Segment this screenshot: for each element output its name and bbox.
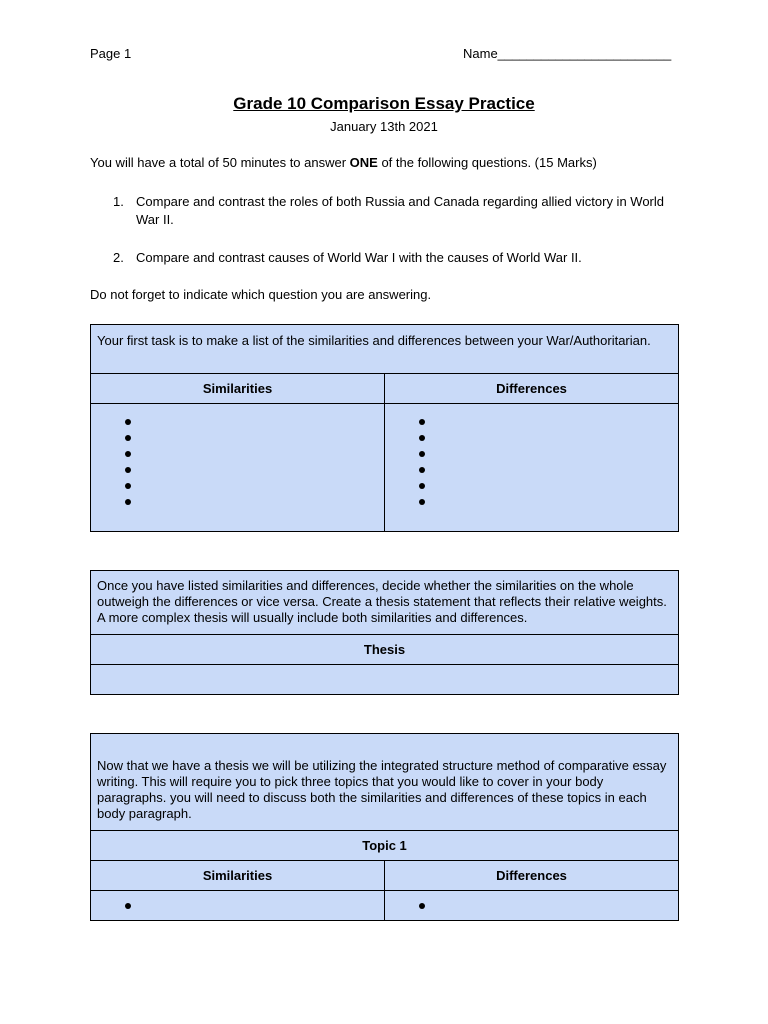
intro-text-before: You will have a total of 50 minutes to answer: [90, 155, 350, 170]
question-number: 2.: [113, 250, 124, 265]
similarities-cell[interactable]: [91, 404, 385, 532]
bullet-item: [122, 414, 378, 430]
differences-cell[interactable]: [385, 891, 679, 921]
thesis-input-cell[interactable]: [91, 665, 679, 695]
bullet-item: [122, 494, 378, 510]
bullet-item: [416, 898, 672, 914]
differences-cell[interactable]: [385, 404, 679, 532]
bullet-item: [122, 462, 378, 478]
bullet-item: [416, 478, 672, 494]
question-item: [113, 249, 673, 269]
bullet-item: [416, 494, 672, 510]
name-field-label: Name________________________: [463, 46, 672, 61]
bullet-item: [122, 478, 378, 494]
differences-header: Differences: [385, 861, 679, 891]
differences-header: Differences: [385, 374, 679, 404]
thesis-table: [90, 570, 679, 695]
differences-bullet-list: [391, 414, 672, 510]
comparison-table: [90, 324, 679, 532]
similarities-bullet-list: [97, 414, 378, 510]
thesis-header: Thesis: [91, 635, 679, 665]
table-instruction: Once you have listed similarities and differences, decide whether the similarities on the whole outweigh the differences or vice versa. Create a thesis statement that reflects their relative weights. A more complex thesis will usually include both similarities and differences.: [91, 571, 679, 635]
reminder-text: Do not forget to indicate which question you are answering.: [90, 287, 432, 302]
bullet-item: [416, 462, 672, 478]
similarities-header: Similarities: [91, 374, 385, 404]
intro-text-after: of the following questions. (15 Marks): [377, 155, 597, 170]
similarities-bullet-list: [97, 898, 378, 914]
table-instruction: Now that we have a thesis we will be utilizing the integrated structure method of comparative essay writing. This will require you to pick three topics that you would like to cover in your body paragraphs. you will need to discuss both the similarities and differences of these topics in each body paragraph.: [91, 734, 679, 831]
bullet-item: [122, 430, 378, 446]
question-text: Compare and contrast causes of World War I with the causes of World War II.: [136, 250, 582, 265]
similarities-cell[interactable]: [91, 891, 385, 921]
topic-header: Topic 1: [91, 831, 679, 861]
question-number: 1.: [113, 194, 124, 209]
page-number: Page 1: [90, 46, 132, 61]
bullet-item: [122, 446, 378, 462]
table-instruction: Your first task is to make a list of the similarities and differences between your War/Authoritarian.: [91, 325, 679, 374]
differences-bullet-list: [391, 898, 672, 914]
intro-paragraph: [90, 155, 597, 170]
similarities-header: Similarities: [91, 861, 385, 891]
question-item: [113, 193, 673, 233]
question-text: Compare and contrast the roles of both Russia and Canada regarding allied victory in World War II.: [136, 194, 664, 227]
bullet-item: [416, 430, 672, 446]
intro-emphasis: ONE: [349, 155, 378, 170]
bullet-item: [416, 446, 672, 462]
bullet-item: [416, 414, 672, 430]
bullet-item: [122, 898, 378, 914]
date: January 13th 2021: [330, 119, 438, 134]
page-title: Grade 10 Comparison Essay Practice: [233, 94, 535, 113]
topic-table: [90, 733, 679, 921]
